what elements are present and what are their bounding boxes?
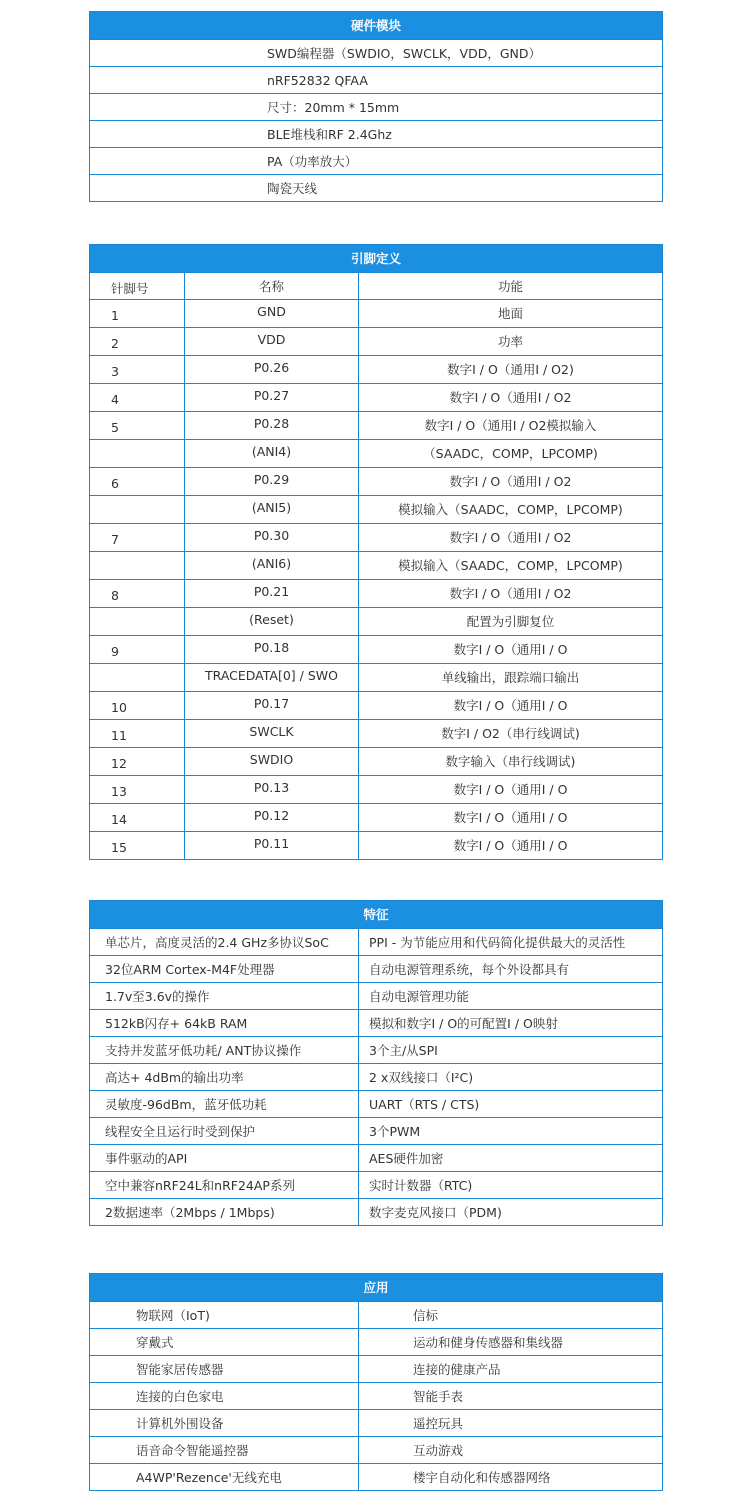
table-row <box>90 1009 662 1036</box>
table-row <box>90 607 662 635</box>
pin-name: P0.29 <box>185 468 359 495</box>
pin-function: 单线输出，跟踪端口输出 <box>441 670 580 685</box>
pin-header-name: 名称 <box>185 273 359 299</box>
feature-right: 自动电源管理系统，每个外设都具有 <box>369 962 570 977</box>
pin-number: 1 <box>90 300 185 327</box>
features-title: 特征 <box>90 901 662 928</box>
application-left: 计算机外围设备 <box>90 1410 359 1436</box>
pin-name: P0.21 <box>185 580 359 607</box>
pin-number: 9 <box>90 636 185 663</box>
pin-title: 引脚定义 <box>90 245 662 272</box>
application-right: 智能手表 <box>413 1389 464 1404</box>
pin-name: (ANI6) <box>185 552 359 579</box>
table-row <box>90 747 662 775</box>
table-row <box>90 439 662 467</box>
table-row <box>90 411 662 439</box>
pin-header-number: 针脚号 <box>90 273 185 299</box>
pin-function: 数字I / O（通用I / O2) <box>447 362 574 377</box>
pin-function: 数字I / O（通用I / O <box>453 810 568 825</box>
pin-number: 11 <box>90 720 185 747</box>
feature-left: 支持并发蓝牙低功耗/ ANT协议操作 <box>90 1037 359 1063</box>
table-row <box>90 1409 662 1436</box>
pin-name: (ANI5) <box>185 496 359 523</box>
feature-right: 模拟和数字I / O的可配置I / O映射 <box>369 1016 558 1031</box>
pin-number: 15 <box>90 832 185 859</box>
table-row <box>90 1382 662 1409</box>
pin-name: P0.27 <box>185 384 359 411</box>
pin-name: P0.26 <box>185 356 359 383</box>
application-left: 穿戴式 <box>90 1329 359 1355</box>
pin-name: P0.13 <box>185 776 359 803</box>
table-row <box>90 1463 662 1490</box>
pin-function: 功率 <box>497 334 523 349</box>
table-row <box>90 1198 662 1225</box>
feature-left: 512kB闪存+ 64kB RAM <box>90 1010 359 1036</box>
applications-table <box>89 1273 663 1491</box>
pin-number: 10 <box>90 692 185 719</box>
pin-name: P0.28 <box>185 412 359 439</box>
pin-name: VDD <box>185 328 359 355</box>
table-row <box>90 523 662 551</box>
pin-function: 数字I / O（通用I / O2 <box>449 474 572 489</box>
pin-number: 5 <box>90 412 185 439</box>
pin-number: 3 <box>90 356 185 383</box>
pin-function: 地面 <box>497 306 523 321</box>
pin-name: TRACEDATA[0] / SWO <box>185 664 359 691</box>
features-table <box>89 900 663 1226</box>
pin-number: 12 <box>90 748 185 775</box>
pin-name: P0.30 <box>185 524 359 551</box>
table-row <box>90 1144 662 1171</box>
table-row <box>90 775 662 803</box>
application-right: 遥控玩具 <box>413 1416 464 1431</box>
feature-left: 32位ARM Cortex-M4F处理器 <box>90 956 359 982</box>
table-row <box>90 1063 662 1090</box>
hardware-item: 尺寸：20mm * 15mm <box>267 100 400 115</box>
pin-name: P0.18 <box>185 636 359 663</box>
table-row <box>90 831 662 859</box>
pin-name: SWCLK <box>185 720 359 747</box>
hardware-item: BLE堆栈和RF 2.4Ghz <box>267 127 392 142</box>
feature-right: 自动电源管理功能 <box>369 989 470 1004</box>
pin-number: 4 <box>90 384 185 411</box>
pin-function: 数字I / O（通用I / O <box>453 782 568 797</box>
feature-left: 线程安全且运行时受到保护 <box>90 1118 359 1144</box>
table-row <box>90 327 662 355</box>
table-row <box>90 1355 662 1382</box>
feature-right: 2 x双线接口（I²C) <box>369 1070 474 1085</box>
pin-number: 8 <box>90 580 185 607</box>
feature-right: 3个PWM <box>369 1124 421 1139</box>
table-row <box>90 982 662 1009</box>
hardware-item: PA（功率放大） <box>267 154 358 169</box>
application-left: 连接的白色家电 <box>90 1383 359 1409</box>
table-row <box>90 1117 662 1144</box>
pin-function: 配置为引脚复位 <box>466 614 555 629</box>
table-row <box>90 299 662 327</box>
feature-left: 单芯片，高度灵活的2.4 GHz多协议SoC <box>90 929 359 955</box>
table-row <box>90 1328 662 1355</box>
table-row <box>90 691 662 719</box>
hardware-table <box>89 11 663 202</box>
pin-function: 模拟输入（SAADC，COMP，LPCOMP) <box>398 502 623 517</box>
pin-function: 数字I / O（通用I / O <box>453 838 568 853</box>
feature-left: 高达+ 4dBm的输出功率 <box>90 1064 359 1090</box>
pin-name: P0.11 <box>185 832 359 859</box>
pin-function: 数字I / O2（串行线调试) <box>441 726 580 741</box>
application-left: 语音命令智能遥控器 <box>90 1437 359 1463</box>
pin-number <box>90 496 185 523</box>
pin-number: 13 <box>90 776 185 803</box>
table-row <box>90 383 662 411</box>
table-row <box>90 635 662 663</box>
hardware-item: 陶瓷天线 <box>267 181 318 196</box>
table-row <box>90 1090 662 1117</box>
application-right: 互动游戏 <box>413 1443 464 1458</box>
pin-function: 数字输入（串行线调试) <box>445 754 576 769</box>
feature-left: 1.7v至3.6v的操作 <box>90 983 359 1009</box>
feature-left: 空中兼容nRF24L和nRF24AP系列 <box>90 1172 359 1198</box>
table-row <box>90 93 662 120</box>
table-row <box>90 1171 662 1198</box>
table-row <box>90 39 662 66</box>
pin-function: 数字I / O（通用I / O2模拟输入 <box>424 418 597 433</box>
pin-header-function: 功能 <box>497 279 523 294</box>
feature-right: AES硬件加密 <box>369 1151 444 1166</box>
table-row <box>90 579 662 607</box>
table-row <box>90 1036 662 1063</box>
hardware-title: 硬件模块 <box>90 12 662 39</box>
table-row <box>90 663 662 691</box>
pin-function: （SAADC，COMP，LPCOMP) <box>423 446 598 461</box>
pin-number <box>90 552 185 579</box>
pin-name: P0.17 <box>185 692 359 719</box>
table-row <box>90 551 662 579</box>
pin-name: GND <box>185 300 359 327</box>
table-row <box>90 955 662 982</box>
table-row <box>90 174 662 201</box>
application-right: 楼宇自动化和传感器网络 <box>413 1470 551 1485</box>
application-right: 连接的健康产品 <box>413 1362 501 1377</box>
pin-number <box>90 440 185 467</box>
pin-name: SWDIO <box>185 748 359 775</box>
table-row <box>90 66 662 93</box>
pin-name: (ANI4) <box>185 440 359 467</box>
pin-table <box>89 244 663 860</box>
pin-number: 7 <box>90 524 185 551</box>
feature-left: 灵敏度-96dBm，蓝牙低功耗 <box>90 1091 359 1117</box>
hardware-item: SWD编程器（SWDIO，SWCLK，VDD，GND） <box>267 46 542 61</box>
pin-function: 数字I / O（通用I / O2 <box>449 530 572 545</box>
pin-header-row <box>90 272 662 299</box>
pin-number: 6 <box>90 468 185 495</box>
application-left: 智能家居传感器 <box>90 1356 359 1382</box>
application-right: 运动和健身传感器和集线器 <box>413 1335 564 1350</box>
table-row <box>90 355 662 383</box>
feature-left: 2数据速率（2Mbps / 1Mbps) <box>90 1199 359 1225</box>
pin-number <box>90 664 185 691</box>
pin-function: 数字I / O（通用I / O2 <box>449 390 572 405</box>
pin-name: P0.12 <box>185 804 359 831</box>
pin-function: 模拟输入（SAADC，COMP，LPCOMP) <box>398 558 623 573</box>
pin-number: 14 <box>90 804 185 831</box>
pin-number <box>90 608 185 635</box>
pin-function: 数字I / O（通用I / O <box>453 642 568 657</box>
table-row <box>90 120 662 147</box>
table-row <box>90 147 662 174</box>
application-left: 物联网（IoT) <box>90 1302 359 1328</box>
application-right: 信标 <box>413 1308 439 1323</box>
feature-right: 数字麦克风接口（PDM) <box>369 1205 502 1220</box>
pin-function: 数字I / O（通用I / O <box>453 698 568 713</box>
table-row <box>90 803 662 831</box>
table-row <box>90 467 662 495</box>
table-row <box>90 1301 662 1328</box>
applications-title: 应用 <box>90 1274 662 1301</box>
table-row <box>90 1436 662 1463</box>
feature-right: 实时计数器（RTC) <box>369 1178 473 1193</box>
pin-function: 数字I / O（通用I / O2 <box>449 586 572 601</box>
feature-right: 3个主/从SPI <box>369 1043 438 1058</box>
hardware-item: nRF52832 QFAA <box>267 73 368 88</box>
application-left: A4WP'Rezence'无线充电 <box>90 1464 359 1490</box>
table-row <box>90 495 662 523</box>
feature-left: 事件驱动的API <box>90 1145 359 1171</box>
table-row <box>90 719 662 747</box>
pin-name: (Reset) <box>185 608 359 635</box>
pin-number: 2 <box>90 328 185 355</box>
feature-right: PPI - 为节能应用和代码简化提供最大的灵活性 <box>369 935 626 950</box>
table-row <box>90 928 662 955</box>
feature-right: UART（RTS / CTS) <box>369 1097 480 1112</box>
